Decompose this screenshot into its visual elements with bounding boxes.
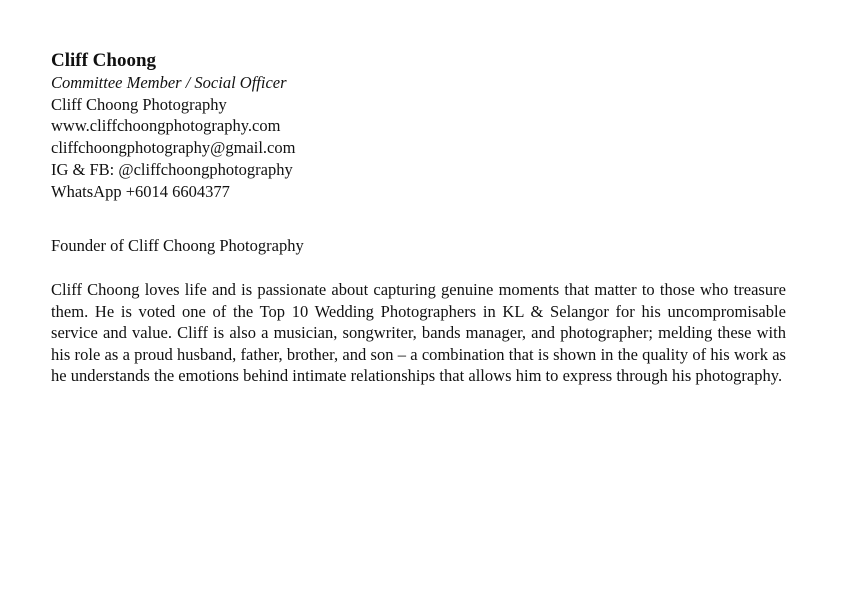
social-handle-text: IG & FB: @cliffchoongphotography <box>51 159 293 179</box>
email-text: cliffchoongphotography@gmail.com <box>51 138 296 158</box>
bio-paragraph: Cliff Choong loves life and is passionate about capturing genuine moments that matter to those who treasure them. He is voted one of the Top 10 Wedding Photographers in KL & Selangor for his uncompromisable service and value. Cliff is also a musician, songwriter, bands manager, and photographer; melding these with his role as a proud husband, father, brother, and son – a combination that is shown in the quality of his work as he understands the emotions behind intimate relationships that allows him to express through his photography. <box>51 279 786 386</box>
person-name: Cliff Choong <box>51 50 157 71</box>
founder-line: Founder of Cliff Choong Photography <box>51 236 304 256</box>
whatsapp-text: WhatsApp +6014 6604377 <box>51 181 230 201</box>
person-role: Committee Member / Social Officer <box>51 73 287 92</box>
contact-block <box>51 50 786 202</box>
profile-document <box>51 50 786 387</box>
website-text: www.cliffchoongphotography.com <box>51 116 281 136</box>
company-name: Cliff Choong Photography <box>51 94 227 114</box>
